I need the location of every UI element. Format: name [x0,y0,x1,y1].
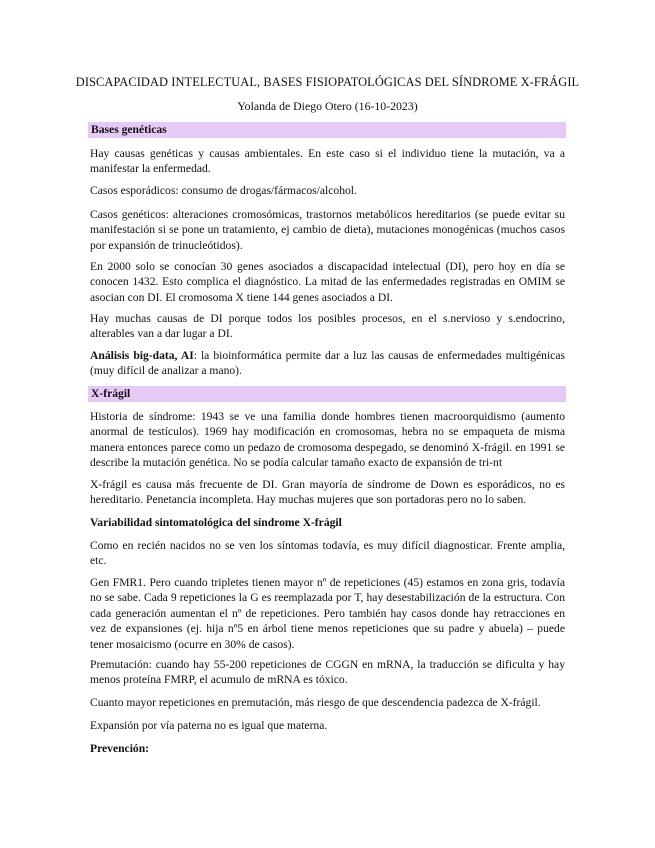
paragraph-premutacion: Premutación: cuando hay 55-200 repeticiones de CGGN en mRNA, la traducción se dificulta y hay menos proteína FMRP, el acumulo de mRNA es tóxico. [90,658,565,687]
section-heading-x-fragil: X-frágil [88,386,566,402]
heading-prevencion: Prevención: [90,742,150,755]
paragraph-casos-esporadicos: Casos esporádicos: consumo de drogas/fármacos/alcohol. [90,184,357,197]
paragraph-expansion-paterna: Expansión por vía paterna no es igual que materna. [90,719,328,732]
paragraph-casos-geneticos: Casos genéticos: alteraciones cromosómicas, trastornos metabólicos hereditarios (se puede evitar su manifestación si se pone un tratamiento, ej cambio de dieta), mutaciones monogénicas (muchos casos por expansión de trinucleótidos). [90,208,565,252]
author-date-line: Yolanda de Diego Otero (16-10-2023) [237,99,418,113]
subheading-variabilidad: Variabilidad sintomatológica del síndrome X-frágil [90,516,342,529]
paragraph-gen-fmr1: Gen FMR1. Pero cuando tripletes tienen mayor nº de repeticiones (45) estamos en zona gris, todavía no se sabe. Cada 9 repeticiones la G es reemplazada por T, hay desestabilización de la estructura. Con cada generación aumentan el nº de repeticiones. Pero también hay casos donde hay retracciones en vez de expansiones (ej. hija nº5 en árbol tiene menos repeticiones que su padre y abuela) – puede tener mosaicismo (ocurre en 30% de casos). [90,576,565,651]
big-data-text: : la bioinformática permite dar a luz las causas de enfermedades multigénicas (muy difícil de analizar a mano). [90,349,565,378]
paragraph-genes-di: En 2000 solo se conocían 30 genes asociados a discapacidad intelectual (DI), pero hoy en día se conocen 1432. Esto complica el diagnóstico. La mitad de las enfermedades registradas en OMIM se asocian con DI. El cromosoma X tiene 144 genes asociados a DI. [90,260,565,304]
paragraph-riesgo: Cuanto mayor repeticiones en premutación, más riesgo de que descendencia padezca de X-frágil. [90,696,541,709]
paragraph-causa-frecuente: X-frágil es causa más frecuente de DI. Gran mayoría de síndrome de Down es esporádicos, no es hereditario. Penetancia incompleta. Hay muchas mujeres que son portadoras pero no lo saben. [90,478,565,507]
paragraph-historia: Historia de síndrome: 1943 se ve una familia donde hombres tienen macroorquidismo (aumento anormal de testículos). 1969 hay modificación en cromosomas, hebra no se empaqueta de misma manera entonces parece como un pedazo de cromosoma despegado, se denominó X-frágil. en 1991 se describe la mutación genética. No se podía calcular tamaño exacto de expansión de tri-nt [90,410,565,470]
section-heading-bases-geneticas: Bases genéticas [88,122,566,138]
document-title: DISCAPACIDAD INTELECTUAL, BASES FISIOPATOLÓGICAS DEL SÍNDROME X-FRÁGIL [75,75,580,89]
paragraph-causas-di: Hay muchas causas de DI porque todos los posibles procesos, en el s.nervioso y s.endocrino, alterables van a dar lugar a DI. [90,312,565,341]
paragraph-recien-nacidos: Como en recién nacidos no se ven los síntomas todavía, es muy difícil diagnosticar. Frente amplia, etc. [90,539,565,568]
paragraph-big-data [90,348,565,379]
big-data-label: Análisis big-data, AI [90,349,194,362]
paragraph-causas: Hay causas genéticas y causas ambientales. En este caso si el individuo tiene la mutación, va a manifestar la enfermedad. [90,147,565,176]
